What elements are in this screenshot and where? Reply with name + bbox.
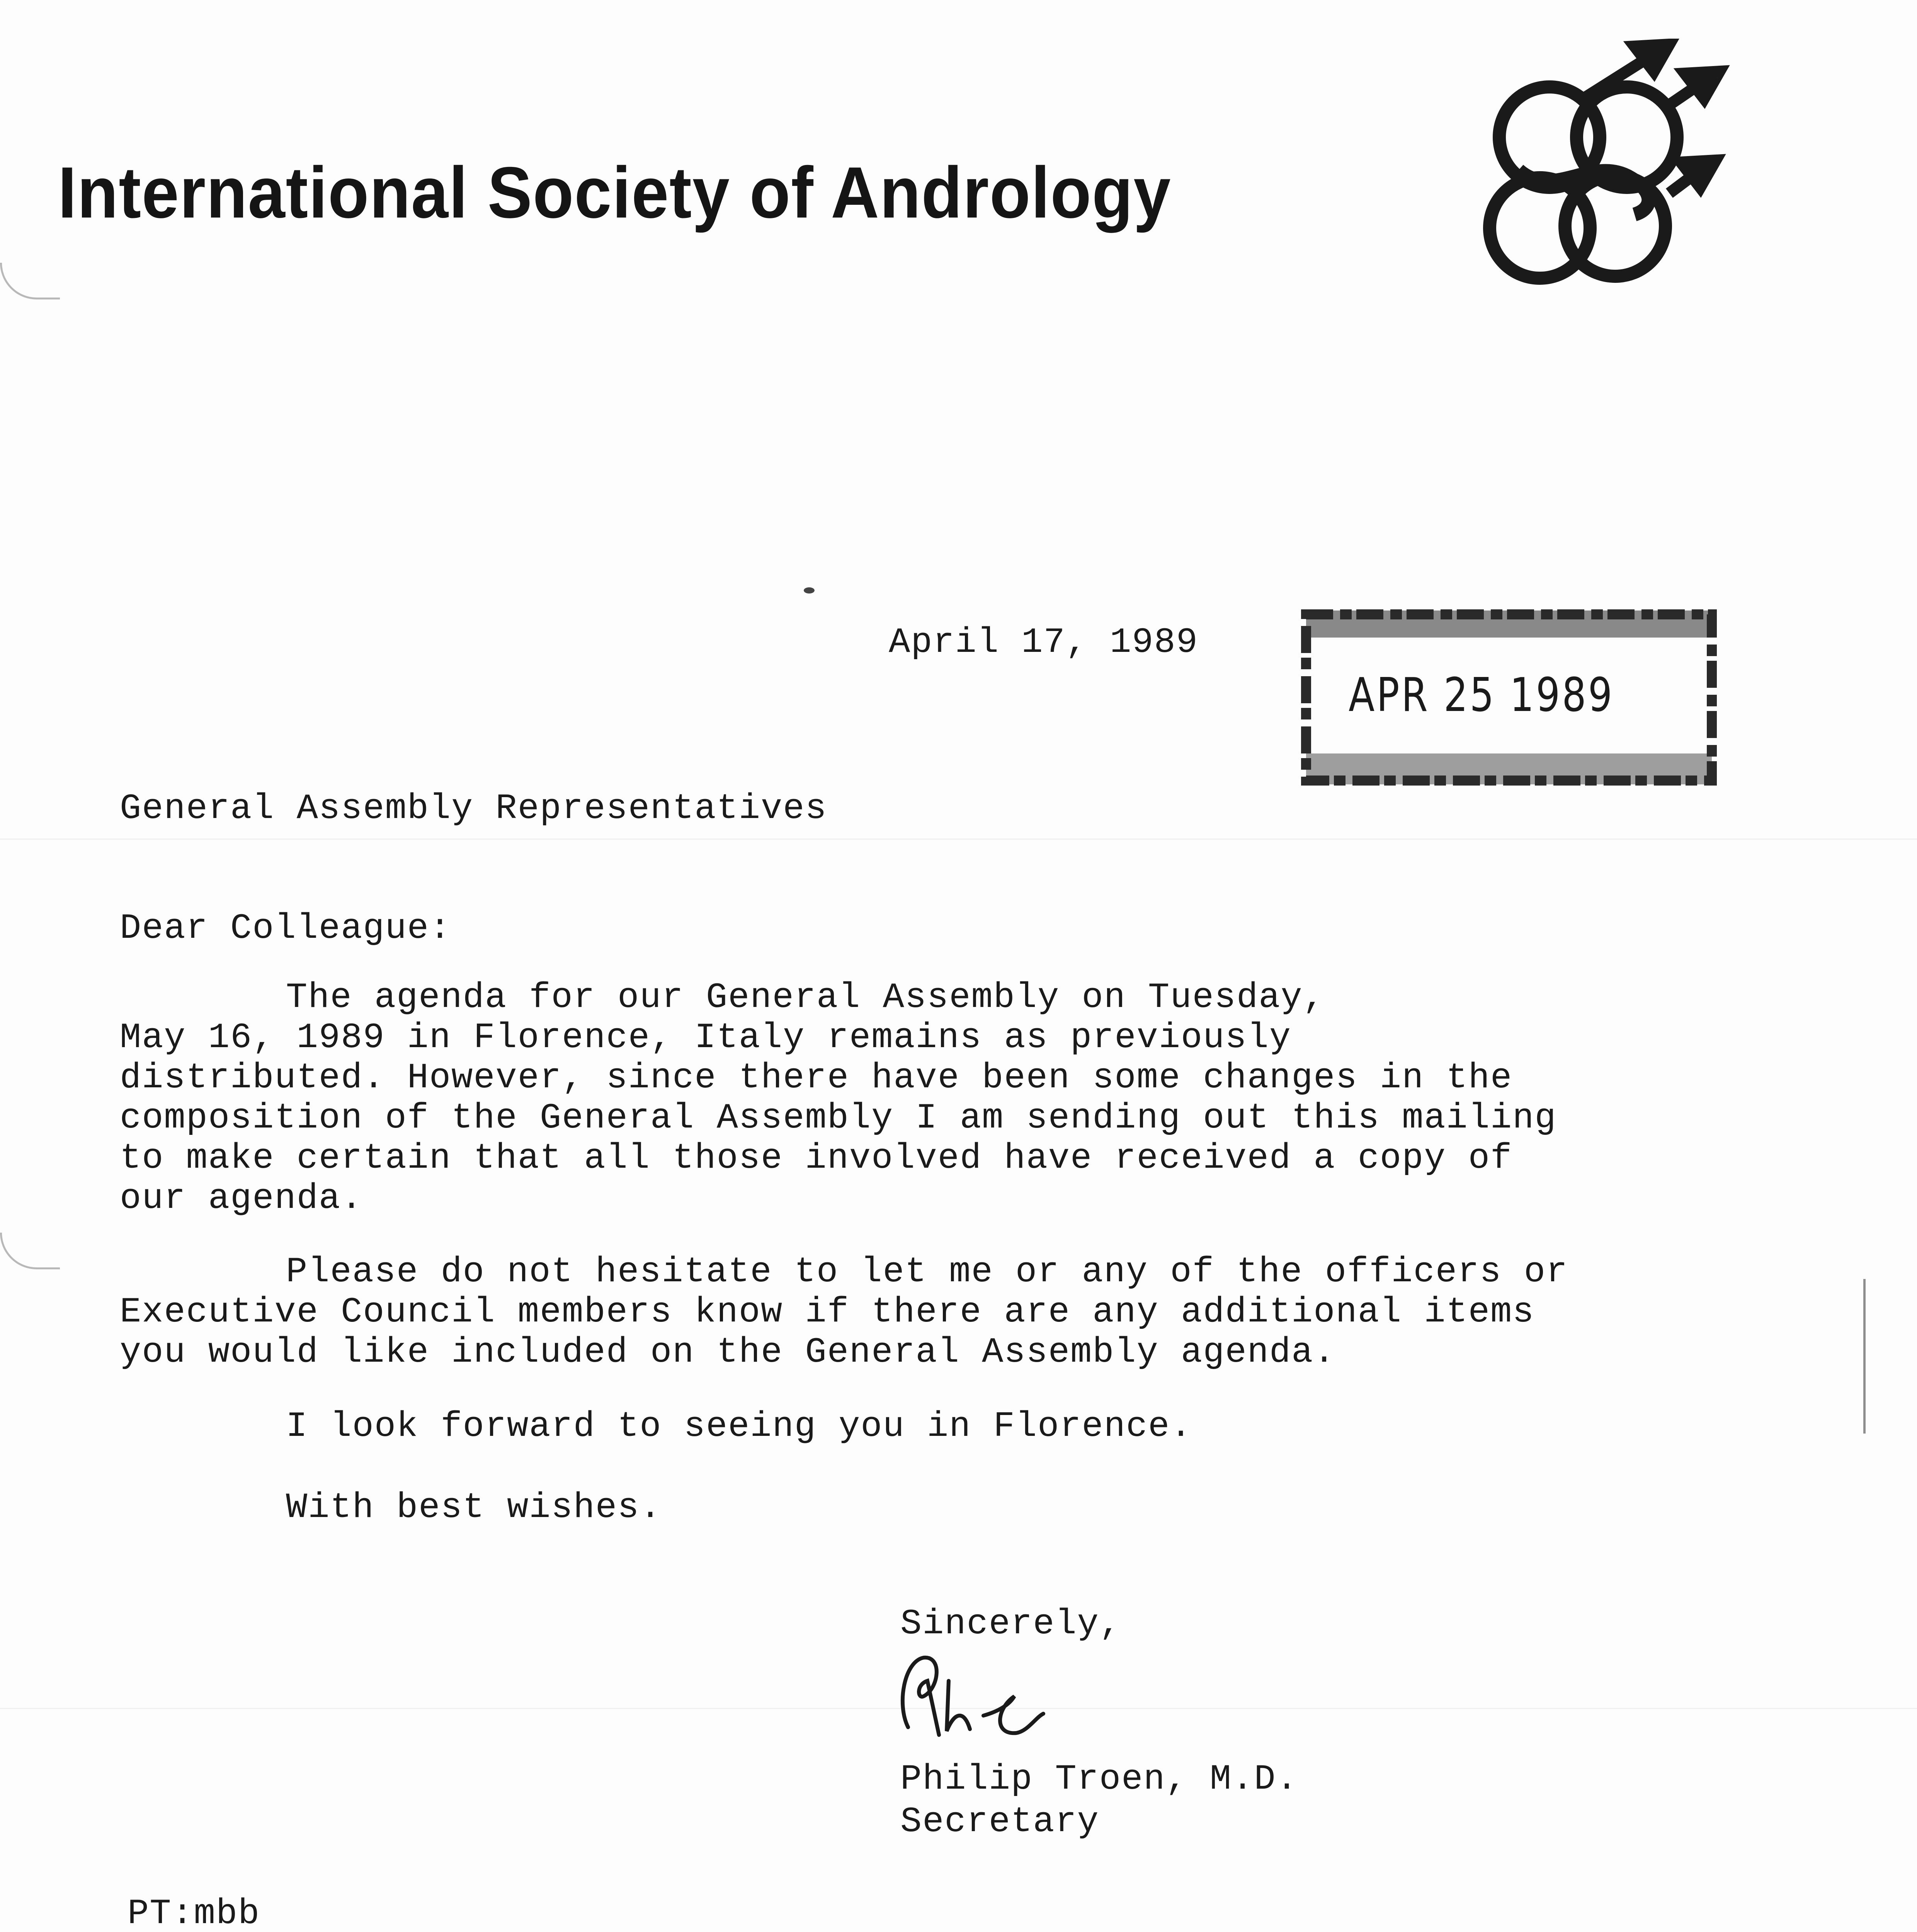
paragraph-line: to make certain that all those involved have received a copy of — [120, 1138, 1513, 1179]
handwritten-signature — [881, 1638, 1082, 1754]
paragraph-line: Executive Council members know if there are any additional items — [120, 1292, 1535, 1332]
scan-mark — [1863, 1279, 1866, 1434]
scan-speck — [804, 587, 815, 594]
punch-hole — [0, 263, 60, 299]
received-stamp — [1298, 599, 1727, 800]
paper-fold — [0, 838, 1917, 840]
body-paragraph-3: I look forward to seeing you in Florence. — [286, 1406, 1192, 1447]
signer-title: Secretary — [900, 1801, 1099, 1842]
paragraph-line: Please do not hesitate to let me or any of the officers or — [286, 1252, 1568, 1292]
society-logo-icon — [1453, 39, 1739, 317]
recipient-line: General Assembly Representatives — [120, 788, 827, 829]
paragraph-line: distributed. However, since there have been some changes in the — [120, 1058, 1513, 1098]
body-paragraph-2 — [120, 1252, 1685, 1372]
paragraph-line: composition of the General Assembly I am sending out this mailing — [120, 1098, 1557, 1138]
organization-name: International Society of Andrology — [58, 152, 1172, 233]
signer-block — [900, 1758, 1298, 1843]
closing: Sincerely, — [900, 1604, 1122, 1644]
reference-initials: PT:mbb — [128, 1893, 260, 1932]
stamp-date: APR 25 1989 — [1349, 668, 1614, 722]
paragraph-line: May 16, 1989 in Florence, Italy remains as previously — [120, 1017, 1292, 1058]
salutation: Dear Colleague: — [120, 908, 452, 949]
punch-hole — [0, 1233, 60, 1269]
signer-name: Philip Troen, M.D. — [900, 1759, 1298, 1799]
letter-date: April 17, 1989 — [889, 622, 1198, 663]
paragraph-line: our agenda. — [120, 1178, 363, 1219]
body-paragraph-4: With best wishes. — [286, 1487, 662, 1528]
paragraph-line: you would like included on the General Assembly agenda. — [120, 1332, 1336, 1372]
body-paragraph-1 — [120, 978, 1685, 1219]
paragraph-line: The agenda for our General Assembly on Tuesday, — [286, 977, 1325, 1018]
